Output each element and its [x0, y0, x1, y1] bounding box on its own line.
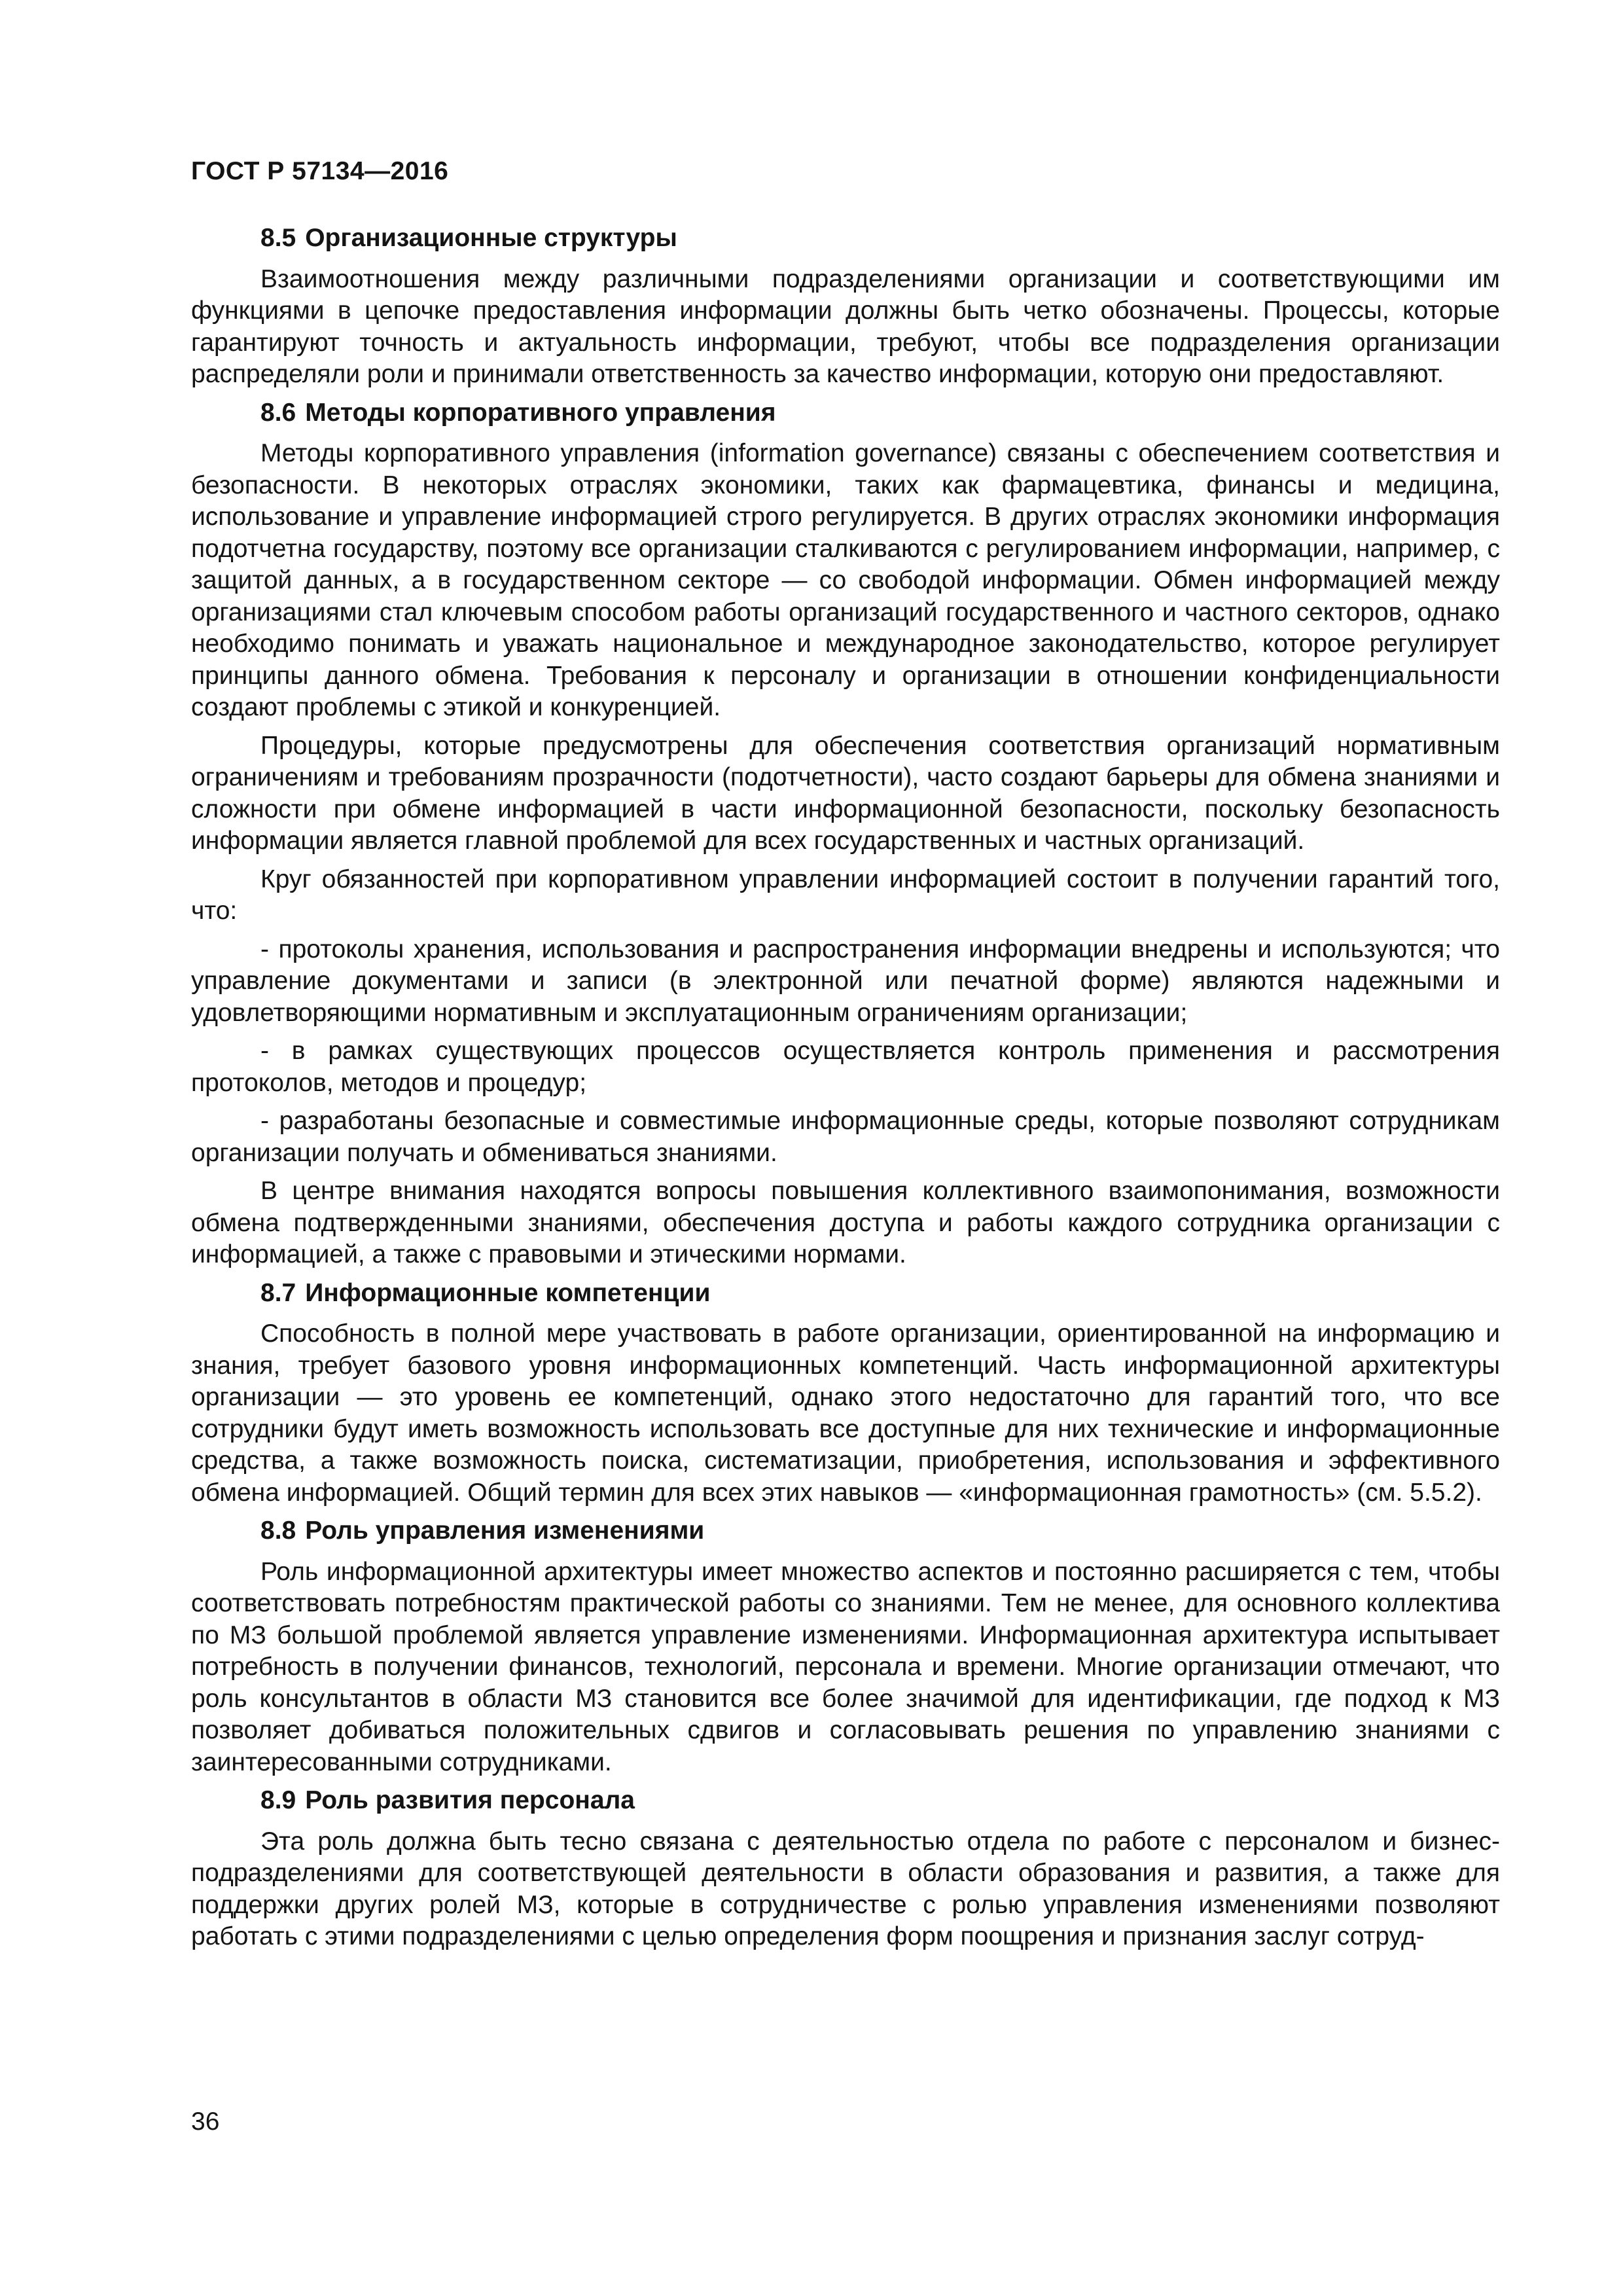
paragraph: Способность в полной мере участвовать в работе организации, ориентированной на информацию и знания, требует базового уровня информационных компетенций. Часть информационной архитектуры организации — это уровень ее компетенций, однако этого недостаточно для гарантий того, что все сотрудники будут иметь возможность использовать все доступные для них технические и информационные средства, а также возможность поиска, систематизации, приобретения, использования и эффективного обмена информацией. Общий термин для всех этих навыков — «информационная грамотность» (см. 5.5.2). — [191, 1319, 1500, 1507]
section-number: 8.7 — [260, 1278, 296, 1307]
paragraph: - в рамках существующих процессов осуществляется контроль применения и рассмотрения протоколов, методов и процедур; — [191, 1037, 1500, 1097]
section-title: Роль управления изменениями — [305, 1516, 705, 1545]
paragraph: Процедуры, которые предусмотрены для обеспечения соответствия организаций нормативным ограничениям и требованиям прозрачности (подотчетности), часто создают барьеры для обмена знаниями и сложности при обмене информацией в части информационной безопасности, поскольку безопасность информации является главной проблемой для всех государственных и частных организаций. — [191, 731, 1500, 855]
section-heading — [191, 223, 1500, 255]
section-title: Информационные компетенции — [305, 1278, 711, 1307]
section-heading — [191, 1515, 1500, 1547]
section-title: Организационные структуры — [305, 224, 677, 252]
section-number: 8.9 — [260, 1786, 296, 1814]
document-body — [191, 223, 1500, 1960]
document-code: ГОСТ Р 57134—2016 — [191, 157, 449, 185]
section-number: 8.6 — [260, 398, 296, 427]
paragraph: В центре внимания находятся вопросы повышения коллективного взаимопонимания, возможности обмена подтвержденными знаниями, обеспечения доступа и работы каждого сотрудника организации с информацией, а также с правовыми и этическими нормами. — [191, 1177, 1500, 1268]
paragraph: Роль информационной архитектуры имеет множество аспектов и постоянно расширяется с тем, чтобы соответствовать потребностям практической работы со знаниями. Тем не менее, для основного коллектива по МЗ большой проблемой является управление изменениями. Информационная архитектура испытывает потребность в получении финансов, технологий, персонала и времени. Многие организации отмечают, что роль консультантов в области МЗ становится все более значимой для идентификации, где подход к МЗ позволяет добиваться положительных сдвигов и согласовывать решения по управлению знаниями с заинтересованными сотрудниками. — [191, 1557, 1500, 1776]
paragraph: Методы корпоративного управления (information governance) связаны с обеспечением соответствия и безопасности. В некоторых отраслях экономики, таких как фармацевтика, финансы и медицина, использование и управление информацией строго регулируется. В других отраслях экономики информация подотчетна государству, поэтому все организации сталкиваются с регулированием информации, например, с защитой данных, а в государственном секторе — со свободой информации. Обмен информацией между организациями стал ключевым способом работы организаций государственного и частного секторов, однако необходимо понимать и уважать национальное и международное законодательство, которое регулирует принципы данного обмена. Требования к персоналу и организации в отношении конфиденциальности создают проблемы с этикой и конкуренцией. — [191, 439, 1500, 721]
paragraph: Взаимоотношения между различными подразделениями организации и соответствующими им функциями в цепочке предоставления информации должны быть четко обозначены. Процессы, которые гарантируют точность и актуальность информации, требуют, чтобы все подразделения организации распределяли роли и принимали ответственность за качество информации, которую они предоставляют. — [191, 264, 1500, 388]
section-heading — [191, 1785, 1500, 1817]
section-heading — [191, 1278, 1500, 1310]
section-heading — [191, 397, 1500, 429]
paragraph: Круг обязанностей при корпоративном управлении информацией состоит в получении гарантий того, что: — [191, 865, 1500, 925]
paragraph: Эта роль должна быть тесно связана с деятельностью отдела по работе с персоналом и бизнес-подразделениями для соответствующей деятельности в области образования и развития, а также для поддержки других ролей МЗ, которые в сотрудничестве с ролью управления изменениями позволяют работать с этими подразделениями с целью определения форм поощрения и признания заслуг сотруд- — [191, 1827, 1500, 1950]
page-number: 36 — [191, 2108, 220, 2136]
paragraph: - протоколы хранения, использования и распространения информации внедрены и используются; что управление документами и записи (в электронной или печатной форме) являются надежными и удовлетворяющими нормативным и эксплуатационным ограничениям организации; — [191, 935, 1500, 1027]
section-number: 8.5 — [260, 224, 296, 252]
paragraph: - разработаны безопасные и совместимые информационные среды, которые позволяют сотрудникам организации получать и обмениваться знаниями. — [191, 1107, 1500, 1167]
section-title: Роль развития персонала — [305, 1786, 635, 1814]
section-number: 8.8 — [260, 1516, 296, 1545]
section-title: Методы корпоративного управления — [305, 398, 776, 427]
